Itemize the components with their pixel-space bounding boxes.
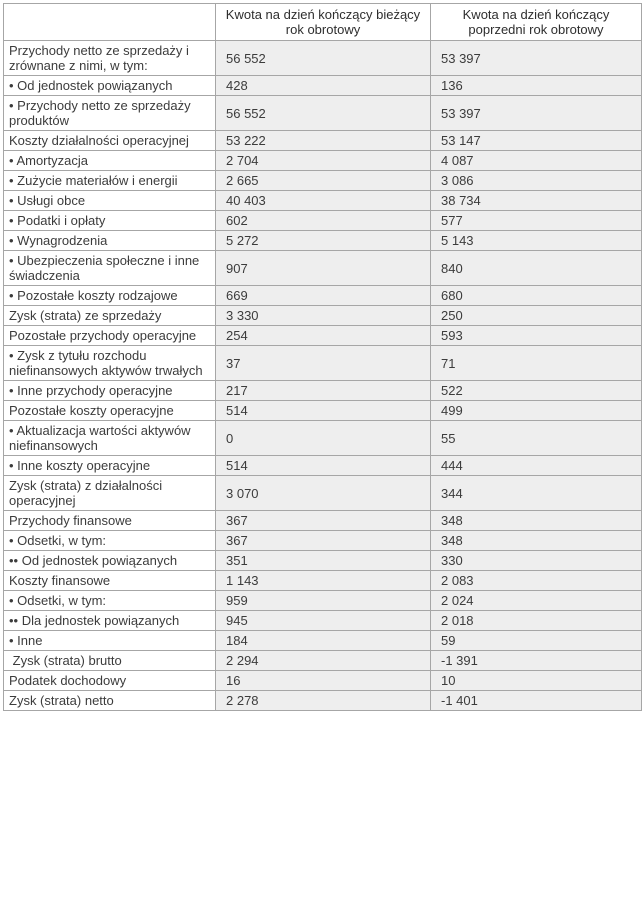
row-value-current-year: 907 — [216, 251, 431, 286]
table-row — [4, 211, 642, 231]
profit-loss-table — [3, 3, 642, 711]
row-value-previous-year: 71 — [431, 346, 642, 381]
table-row — [4, 76, 642, 96]
table-row — [4, 326, 642, 346]
row-value-current-year: 40 403 — [216, 191, 431, 211]
row-value-current-year: 1 143 — [216, 571, 431, 591]
row-label: Zysk (strata) brutto — [4, 651, 216, 671]
table-row — [4, 671, 642, 691]
row-value-current-year: 254 — [216, 326, 431, 346]
row-value-previous-year: 2 083 — [431, 571, 642, 591]
row-value-current-year: 2 665 — [216, 171, 431, 191]
row-label: Zysk (strata) z działalności operacyjnej — [4, 476, 216, 511]
row-label: Pozostałe koszty operacyjne — [4, 401, 216, 421]
row-label: • Zużycie materiałów i energii — [4, 171, 216, 191]
column-header-current-year: Kwota na dzień kończący bieżący rok obrotowy — [216, 4, 431, 41]
row-value-current-year: 56 552 — [216, 41, 431, 76]
table-row — [4, 591, 642, 611]
table-row — [4, 231, 642, 251]
table-row — [4, 651, 642, 671]
row-value-previous-year: 3 086 — [431, 171, 642, 191]
table-row — [4, 41, 642, 76]
row-value-previous-year: 680 — [431, 286, 642, 306]
row-value-previous-year: 577 — [431, 211, 642, 231]
row-label: Koszty finansowe — [4, 571, 216, 591]
row-value-previous-year: 136 — [431, 76, 642, 96]
table-row — [4, 131, 642, 151]
row-value-current-year: 3 070 — [216, 476, 431, 511]
row-value-previous-year: 55 — [431, 421, 642, 456]
row-value-current-year: 428 — [216, 76, 431, 96]
table-row — [4, 401, 642, 421]
row-value-current-year: 602 — [216, 211, 431, 231]
table-row — [4, 191, 642, 211]
row-value-previous-year: -1 391 — [431, 651, 642, 671]
row-value-current-year: 3 330 — [216, 306, 431, 326]
row-value-current-year: 2 294 — [216, 651, 431, 671]
row-value-current-year: 367 — [216, 531, 431, 551]
row-value-previous-year: 59 — [431, 631, 642, 651]
row-value-current-year: 0 — [216, 421, 431, 456]
row-value-previous-year: 53 397 — [431, 41, 642, 76]
row-value-previous-year: 53 397 — [431, 96, 642, 131]
row-value-previous-year: 38 734 — [431, 191, 642, 211]
row-value-current-year: 2 704 — [216, 151, 431, 171]
row-value-current-year: 959 — [216, 591, 431, 611]
row-label: • Odsetki, w tym: — [4, 591, 216, 611]
row-value-current-year: 184 — [216, 631, 431, 651]
row-label: • Wynagrodzenia — [4, 231, 216, 251]
row-value-previous-year: 2 018 — [431, 611, 642, 631]
row-label: Zysk (strata) netto — [4, 691, 216, 711]
row-value-previous-year: 4 087 — [431, 151, 642, 171]
row-value-current-year: 217 — [216, 381, 431, 401]
row-label: • Ubezpieczenia społeczne i inne świadczenia — [4, 251, 216, 286]
row-value-current-year: 514 — [216, 456, 431, 476]
table-row — [4, 571, 642, 591]
row-value-previous-year: -1 401 — [431, 691, 642, 711]
column-header-previous-year: Kwota na dzień kończący poprzedni rok obrotowy — [431, 4, 642, 41]
row-label: Koszty działalności operacyjnej — [4, 131, 216, 151]
row-label: • Zysk z tytułu rozchodu niefinansowych aktywów trwałych — [4, 346, 216, 381]
row-label: • Aktualizacja wartości aktywów niefinansowych — [4, 421, 216, 456]
row-value-previous-year: 444 — [431, 456, 642, 476]
row-value-current-year: 514 — [216, 401, 431, 421]
table-row — [4, 306, 642, 326]
row-label: • Od jednostek powiązanych — [4, 76, 216, 96]
row-value-current-year: 669 — [216, 286, 431, 306]
table-row — [4, 691, 642, 711]
row-label: • Odsetki, w tym: — [4, 531, 216, 551]
table-row — [4, 611, 642, 631]
table-row — [4, 456, 642, 476]
row-label: • Pozostałe koszty rodzajowe — [4, 286, 216, 306]
table-row — [4, 631, 642, 651]
table-row — [4, 251, 642, 286]
row-value-previous-year: 2 024 — [431, 591, 642, 611]
table-header — [4, 4, 642, 41]
row-value-previous-year: 348 — [431, 531, 642, 551]
row-value-current-year: 351 — [216, 551, 431, 571]
row-value-previous-year: 348 — [431, 511, 642, 531]
table-row — [4, 531, 642, 551]
row-value-current-year: 367 — [216, 511, 431, 531]
table-row — [4, 96, 642, 131]
row-value-previous-year: 499 — [431, 401, 642, 421]
table-body — [4, 41, 642, 711]
row-label: Podatek dochodowy — [4, 671, 216, 691]
row-value-previous-year: 53 147 — [431, 131, 642, 151]
row-value-current-year: 945 — [216, 611, 431, 631]
table-row — [4, 551, 642, 571]
row-value-current-year: 53 222 — [216, 131, 431, 151]
table-row — [4, 151, 642, 171]
corner-cell — [4, 4, 216, 41]
row-label: • Podatki i opłaty — [4, 211, 216, 231]
table-row — [4, 476, 642, 511]
table-row — [4, 381, 642, 401]
row-label: •• Dla jednostek powiązanych — [4, 611, 216, 631]
row-label: • Amortyzacja — [4, 151, 216, 171]
row-value-current-year: 37 — [216, 346, 431, 381]
row-value-previous-year: 593 — [431, 326, 642, 346]
row-label: Zysk (strata) ze sprzedaży — [4, 306, 216, 326]
table-row — [4, 346, 642, 381]
row-value-previous-year: 330 — [431, 551, 642, 571]
row-value-current-year: 56 552 — [216, 96, 431, 131]
header-row — [4, 4, 642, 41]
table-row — [4, 421, 642, 456]
row-label: • Przychody netto ze sprzedaży produktów — [4, 96, 216, 131]
row-value-current-year: 5 272 — [216, 231, 431, 251]
row-value-previous-year: 522 — [431, 381, 642, 401]
row-value-previous-year: 250 — [431, 306, 642, 326]
row-value-previous-year: 5 143 — [431, 231, 642, 251]
row-value-previous-year: 840 — [431, 251, 642, 286]
table-row — [4, 171, 642, 191]
row-label: Pozostałe przychody operacyjne — [4, 326, 216, 346]
row-label: • Inne koszty operacyjne — [4, 456, 216, 476]
row-label: • Inne przychody operacyjne — [4, 381, 216, 401]
row-label: •• Od jednostek powiązanych — [4, 551, 216, 571]
row-value-previous-year: 344 — [431, 476, 642, 511]
row-value-current-year: 2 278 — [216, 691, 431, 711]
row-label: Przychody finansowe — [4, 511, 216, 531]
row-label: • Inne — [4, 631, 216, 651]
row-label: Przychody netto ze sprzedaży i zrównane z nimi, w tym: — [4, 41, 216, 76]
row-label: • Usługi obce — [4, 191, 216, 211]
table-row — [4, 286, 642, 306]
row-value-previous-year: 10 — [431, 671, 642, 691]
row-value-current-year: 16 — [216, 671, 431, 691]
table-row — [4, 511, 642, 531]
